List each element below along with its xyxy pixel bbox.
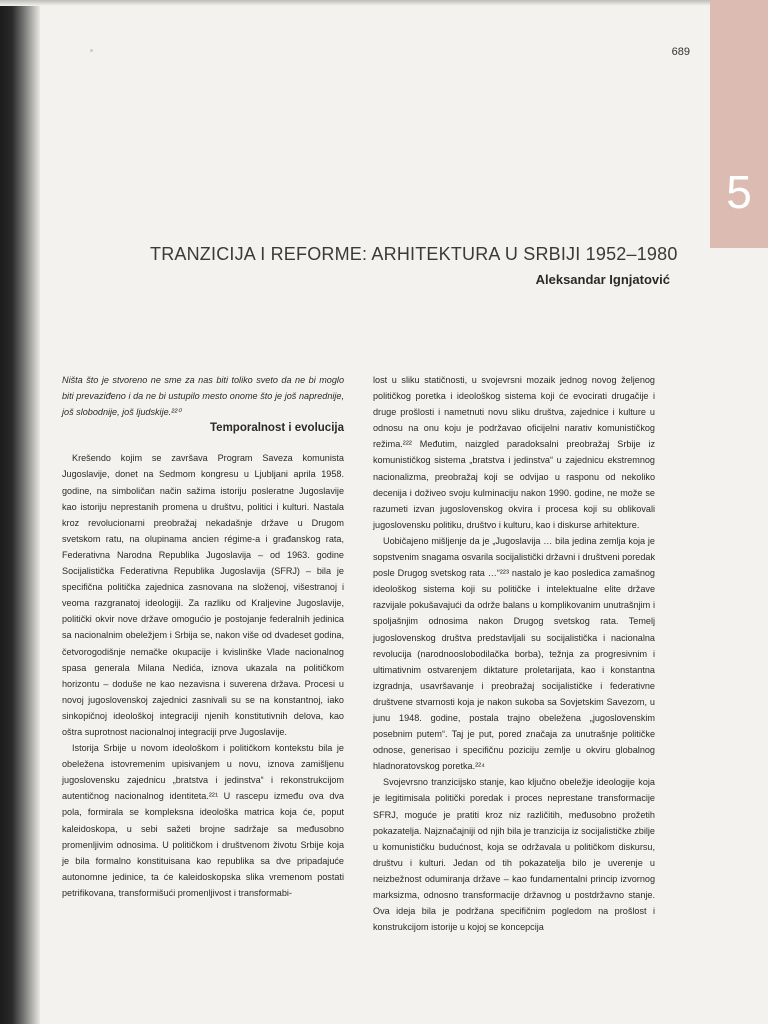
paragraph: Svojevrsno tranzicijsko stanje, kao ključno obeležje ideologije koja je legitimisala politički poredak i proces neprestane transformacije SFRJ, moguće je pratiti kroz niz različitih, međusobno prožetih pokazatelja. Najznačajniji od njih bila je tranzicija iz socijalističke zbilje u komunističku budućnost, koja se održavala u političkom diskursu, društvu i kulturi. Jedan od tih pokazatelja bilo je uverenje u neizbežnost odumiranja države – kao fundamentalni princip izvornog marksizma, odnosno transformacije državnog u postdržavno stanje. Ova ideja bila je podržana specifičnim pogledom na prošlost i konstrukcijom istorije u kojoj se koncepcija: [373, 777, 655, 933]
paragraph: Istorija Srbije u novom ideološkom i političkom kontekstu bila je obeležena istovremenim upisivanjem u novu, iznova zamišljenu jugoslovensku zajednicu „bratstva i jedinstva“ i rekonstrukcijom autentičnog nacionalnog identiteta.²²¹ U rascepu između ova dva pola, formirala se kompleksna ideološka matrica koja će, poput kaleidoskopa, u sebi sažeti brojne sadržaje sa međusobno promenljivim odnosima. U političkom i društvenom životu Srbije koja je bila formalno konstituisana kao republika sa dve pripadajuće autonomne jedinice, ta će kaleidoskopska slika vremenom postati petrifikovana, transformišući promenljivost i transformabi-: [62, 743, 344, 898]
scan-binding-edge: [0, 0, 40, 1024]
section-heading: Temporalnost i evolucija: [210, 422, 344, 435]
chapter-tab: [710, 0, 768, 248]
chapter-title: TRANZICIJA I REFORME: ARHITEKTURA U SRBIJI 1952–1980: [150, 244, 678, 264]
scan-speck: [90, 49, 93, 52]
left-column: [62, 372, 344, 901]
right-column: [373, 372, 655, 935]
page-number: 689: [671, 46, 690, 58]
paragraph: lost u sliku statičnosti, u svojevrsni mozaik jednog novog željenog političkog poretka i ideološkog sistema koji će evocirati drugačije i druge prošlosti i nametnuti novu sliku društva, zajednice i kulture u odnosu na onu koju je podržavao oficijelni narativ komunističkog režima.²²² Međutim, naizgled paradoksalni preobražaj Srbije iz komunističkog sistema „bratstva i jedinstva“ u zajednicu ekstremnog nacionalizma, preobražaj koji se odvijao u rasponu od nekoliko decenija i doživeo svoju kulminaciju nakon 1990. godine, ne može se razumeti izvan jugoslovenskog okvira i procesa koji su oblikovali jugoslovensku politiku, društvo i kulturu, kao i diskurse arhitekture.: [373, 375, 655, 530]
chapter-author: Aleksandar Ignjatović: [535, 272, 670, 287]
paragraph: Uobičajeno mišljenje da je „Jugoslavija … bila jedina zemlja koja je sopstvenim snagama osvarila socijalistički državni i društveni poredak posle Drugog svetskog rata …“²²³ nastalo je kao posledica zamašnog ideološkog sistema koji su političke i intelektualne elite države razvijale pokušavajući da održe balans u komplikovanim unutrašnjim i spoljašnjim odnosima nakon Drugog svetskog rata. Temelj jugoslovenskog društva predstavljali su socijalistička i nacionalna revolucija (narodnooslobodilačka borba), težnja za progresivnim i ultimativnim ostvarenjem diktature proletarijata, kao i konstantna izgradnja, usavršavanje i preobražaj socijalističke i federativne društvene stvarnosti koja je nakon sukoba sa Sovjetskim Savezom, u junu 1948. godine, postala trajno obeležena „jugoslovenskim posebnim putem“. Taj je put, pored značaja za unutrašnje političke odnose, generisao i specifičnu poziciju zemlje u okviru globalnog hladnoratovskog poretka.²²⁴: [373, 535, 655, 772]
chapter-number: 5: [726, 166, 752, 218]
scan-top-edge: [0, 0, 768, 6]
paragraph: Krešendo kojim se završava Program Saveza komunista Jugoslavije, donet na Sedmom kongresu u Ljubljani aprila 1958. godine, na simboličan način sažima istoriju posleratne Jugoslavije kao istoriju neprestanih promena u društvu, politici i kulturi. Nastala kroz revolucionarni preobražaj nekadašnje države u Drugom svetskom ratu, na olupinama ancien régime-a i građanskog rata, Federativna Narodna Republika Jugoslavija – od 1963. godine Socijalistička Federativna Republika Jugoslavija (SFRJ) – bila je specifična politička zajednica zasnovana na složenoj, višestranoj i veoma razgranatoj ideologiji. Za razliku od Kraljevine Jugoslavije, politički okvir nove države omogućio je postojanje federalnih jedinica sa nacionalnim obeležjem i Srbija se, nakon više od dvadeset godina, četvorogodišnje nemačke okupacije i kvislinške Vlade nacionalnog spasa generala Milana Nedića, iznova ukazala na političkom horizontu – doduše ne kao nezavisna i suverena država. Procesi u novoj jugoslovenskoj zajednici zasnivali su se na konstantnoj, iako sinkopičnoj ideološkoj integraciji njenih konstitutivnih delova, kao oštra suprotnost nacionalnoj integraciji prve Jugoslavije.: [62, 453, 344, 737]
epigraph: Ništa što je stvoreno ne sme za nas biti toliko sveto da ne bi moglo biti prevaziđeno i da ne bi ustupilo mesto onome što je još naprednije, još slobodnije, još ljudskije.²²⁰: [62, 375, 344, 418]
